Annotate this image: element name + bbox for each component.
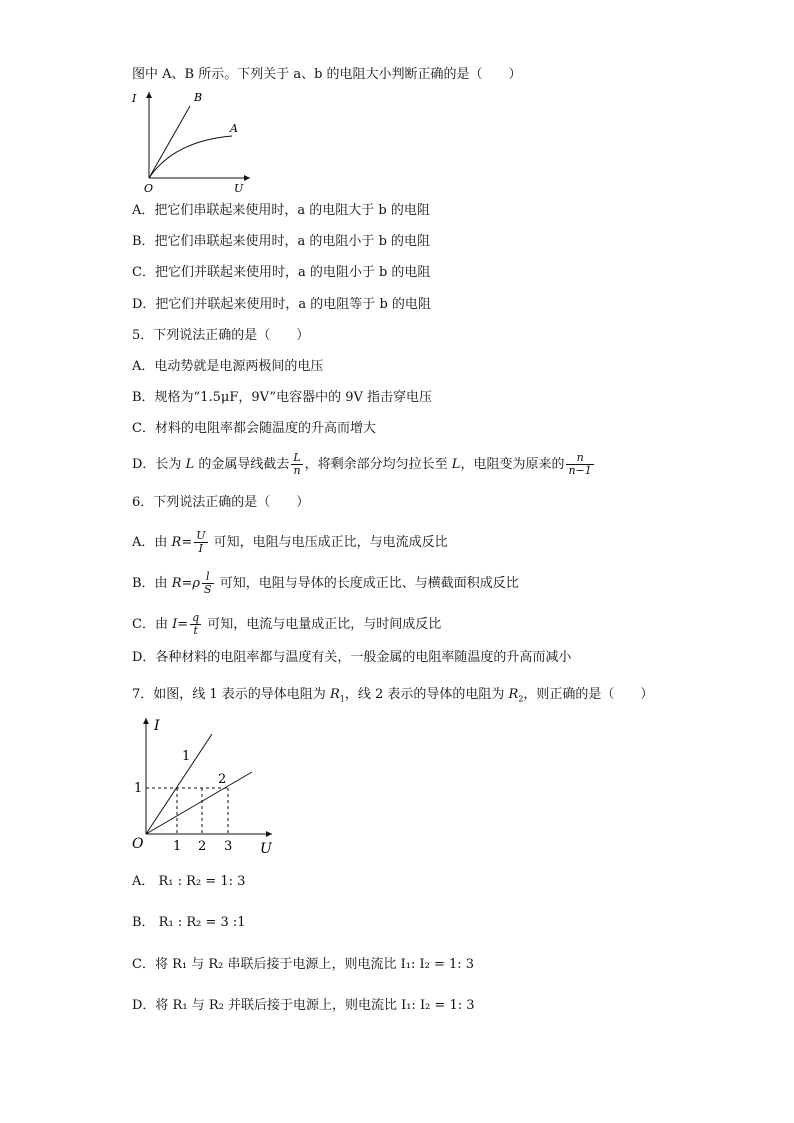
q5-option-b: B．规格为“1.5μF，9V”电容器中的 9V 指击穿电压: [132, 390, 433, 405]
q7-stem: 7．如图，线 1 表示的导体电阻为 $R_1$，线 2 表示的导体的电阻为 $R_2$，则正确的是（ ）: [132, 687, 654, 704]
q4-curve-a-label: A: [230, 122, 238, 135]
q4-option-a: A．把它们串联起来使用时，a 的电阻大于 b 的电阻: [132, 203, 430, 218]
q7-x-tick-3: 3: [224, 839, 233, 854]
q6-fraction-q-over-t: $\frac{q}{t}$: [192, 611, 200, 637]
q6-fraction-u-over-i: $\frac{U}{I}$: [196, 529, 206, 555]
q7-origin: O: [132, 836, 144, 852]
q7-iu-graph: [130, 712, 280, 858]
q4-option-d: D．把它们并联起来使用时，a 的电阻等于 b 的电阻: [132, 297, 431, 312]
q5-stem: 5．下列说法正确的是（ ）: [132, 328, 310, 343]
q7-x-tick-1: 1: [173, 839, 182, 854]
q4-x-label: U: [234, 182, 244, 195]
q6-fraction-l-over-s: $\frac{l}{S}$: [204, 570, 212, 596]
q4-y-label: I: [132, 92, 137, 105]
q6-stem: 6．下列说法正确的是（ ）: [132, 495, 310, 510]
q6-option-c: C．由 I= $\frac{q}{t}$ 可知，电流与电量成正比，与时间成反比: [132, 611, 442, 637]
q5-option-c: C．材料的电阻率都会随温度的升高而增大: [132, 421, 376, 436]
q7-line-2: [146, 772, 252, 834]
q7-y-label: I: [154, 718, 160, 734]
q4-option-b: B．把它们串联起来使用时，a 的电阻小于 b 的电阻: [132, 234, 431, 249]
q5-fraction-n-over-n-minus-1: $\frac{n}{n-1}$: [568, 451, 592, 477]
q7-option-d: D．将 R₁ 与 R₂ 并联后接于电源上，则电流比 I₁: I₂ = 1: 3: [132, 998, 475, 1013]
q4-option-c: C．把它们并联起来使用时，a 的电阻小于 b 的电阻: [132, 265, 431, 280]
q7-line-1-label: 1: [182, 749, 191, 764]
q4-curve-b-label: B: [194, 91, 203, 104]
q7-y-tick-1: 1: [134, 781, 143, 796]
q6-option-a: A．由 R= $\frac{U}{I}$ 可知，电阻与电压成正比，与电流成反比: [132, 529, 448, 555]
q7-option-b: B． R₁ : R₂ = 3 :1: [132, 915, 246, 930]
q4-stem: 图中 A、B 所示。下列关于 a、b 的电阻大小判断正确的是（ ）: [132, 67, 522, 82]
q7-x-label: U: [260, 841, 272, 857]
q6-option-b: B．由 R=ρ $\frac{l}{S}$ 可知，电阻与导体的长度成正比、与横截面积成反比: [132, 570, 519, 596]
q7-x-tick-2: 2: [198, 839, 207, 854]
q5-option-d: D．长为 L 的金属导线截去 $\frac{L}{n}$ ，将剩余部分均匀拉长至 L，电阻变为原来的 $\frac{n}{n-1}$: [132, 451, 592, 477]
q6-option-d: D．各种材料的电阻率都与温度有关，一般金属的电阻率随温度的升高而减小: [132, 650, 572, 665]
q7-line-2-label: 2: [218, 772, 227, 787]
q5-option-a: A．电动势就是电源两极间的电压: [132, 359, 324, 374]
q4-curve-b: [149, 106, 190, 178]
q7-option-a: A． R₁ : R₂ = 1: 3: [132, 874, 246, 889]
q4-iu-graph: [124, 86, 254, 196]
q4-origin: O: [144, 182, 154, 195]
q7-option-c: C．将 R₁ 与 R₂ 串联后接于电源上，则电流比 I₁: I₂ = 1: 3: [132, 957, 475, 972]
q5-fraction-l-over-n: $\frac{L}{n}$: [293, 451, 301, 477]
